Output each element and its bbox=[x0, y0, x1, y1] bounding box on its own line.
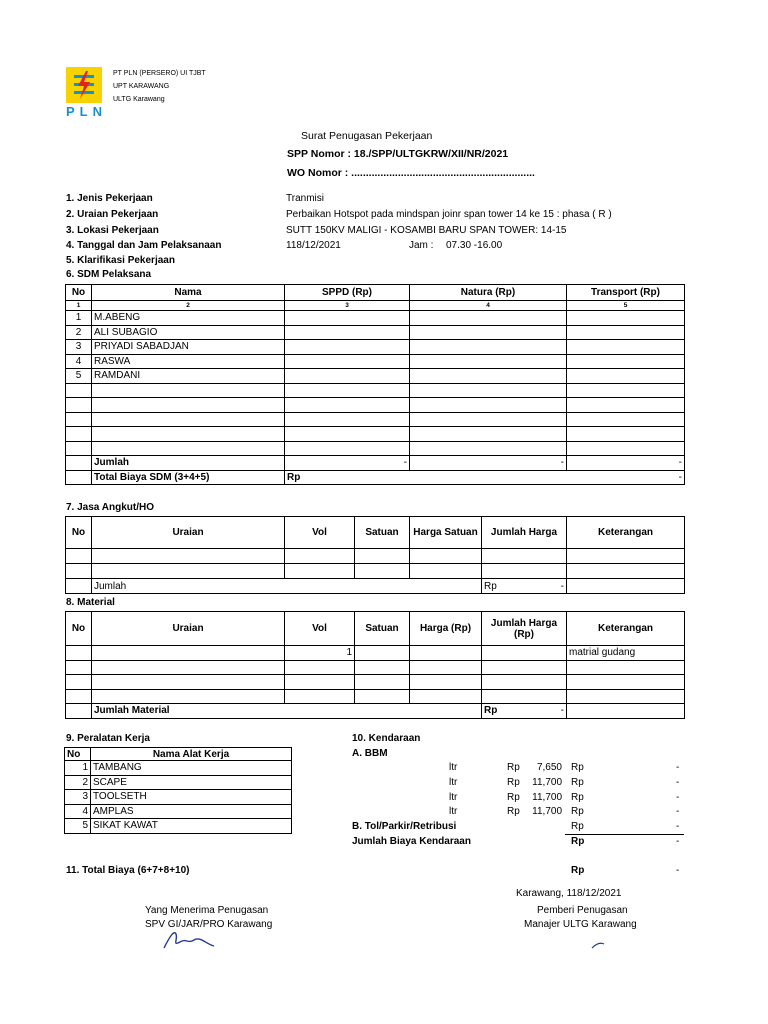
bbm-total: - bbox=[676, 792, 680, 803]
field-label-sdm: 6. SDM Pelaksana bbox=[66, 269, 152, 280]
peralatan-row-no: 1 bbox=[65, 761, 91, 776]
total-biaya-rp: Rp bbox=[571, 865, 585, 876]
sdm-header-transport: Transport (Rp) bbox=[567, 285, 685, 301]
peralatan-row-no: 3 bbox=[65, 790, 91, 805]
sdm-jumlah-natura: - bbox=[410, 456, 567, 471]
sdm-jumlah-label: Jumlah bbox=[92, 456, 285, 471]
sdm-sub-5: 5 bbox=[567, 301, 685, 311]
table-row bbox=[65, 775, 292, 790]
material-header-uraian: Uraian bbox=[92, 612, 285, 646]
peralatan-row-no: 4 bbox=[65, 804, 91, 819]
sdm-jumlah-sppd: - bbox=[285, 456, 410, 471]
jasa-header-satuan: Satuan bbox=[355, 517, 410, 549]
sdm-header-no: No bbox=[66, 285, 92, 301]
table-row bbox=[65, 804, 292, 819]
jasa-jumlah-row bbox=[66, 579, 685, 594]
bbm-rp: Rp bbox=[507, 762, 520, 773]
table-row bbox=[66, 549, 685, 564]
peralatan-row-nama: TOOLSETH bbox=[91, 790, 292, 805]
signature-left-image bbox=[160, 928, 230, 950]
bbm-price: 11,700 bbox=[532, 806, 562, 817]
jasa-header-vol: Vol bbox=[285, 517, 355, 549]
bbm-rp: Rp bbox=[507, 792, 520, 803]
bbm-rp2: Rp bbox=[571, 762, 584, 773]
bbm-unit: ltr bbox=[449, 777, 458, 788]
peralatan-row-nama: SIKAT KAWAT bbox=[91, 819, 292, 834]
bbm-rp2: Rp bbox=[571, 806, 584, 817]
table-row bbox=[66, 311, 685, 326]
table-row bbox=[66, 427, 685, 442]
table-row bbox=[65, 819, 292, 834]
peralatan-header-nama: Nama Alat Kerja bbox=[91, 748, 292, 761]
material-header-keterangan: Keterangan bbox=[567, 612, 685, 646]
table-row bbox=[66, 660, 685, 675]
table-row bbox=[66, 441, 685, 456]
sdm-row-no: 2 bbox=[66, 325, 92, 340]
bbm-total: - bbox=[676, 762, 680, 773]
signature-left-title: Yang Menerima Penugasan bbox=[145, 905, 269, 916]
total-biaya-label: 11. Total Biaya (6+7+8+10) bbox=[66, 865, 190, 876]
sdm-header-sppd: SPPD (Rp) bbox=[285, 285, 410, 301]
kendaraan-jumlah-label: Jumlah Biaya Kendaraan bbox=[352, 836, 471, 847]
bbm-price: 11,700 bbox=[532, 792, 562, 803]
bbm-price: 7,650 bbox=[536, 762, 562, 773]
company-line-2: UPT KARAWANG bbox=[113, 83, 170, 90]
jasa-header-keterangan: Keterangan bbox=[567, 517, 685, 549]
bbm-rp2: Rp bbox=[571, 777, 584, 788]
sdm-total-value: - bbox=[678, 471, 682, 483]
sdm-row-no: 1 bbox=[66, 311, 92, 326]
bbm-rp2: Rp bbox=[571, 792, 584, 803]
signature-place-date: Karawang, 118/12/2021 bbox=[516, 888, 622, 899]
sdm-sub-3: 3 bbox=[285, 301, 410, 311]
company-logo bbox=[66, 67, 102, 103]
sdm-sub-2: 2 bbox=[92, 301, 285, 311]
sdm-row-no: 4 bbox=[66, 354, 92, 369]
field-value-lokasi: SUTT 150KV MALIGI - KOSAMBI BARU SPAN TOWER: 14-15 bbox=[286, 225, 567, 236]
signature-right-title: Pemberi Penugasan bbox=[537, 905, 628, 916]
field-jam-value: 07.30 -16.00 bbox=[446, 240, 503, 251]
jasa-jumlah-value: - bbox=[560, 580, 564, 592]
kendaraan-jumlah-rp: Rp bbox=[571, 836, 585, 847]
table-row bbox=[65, 761, 292, 776]
jasa-jumlah-label: Jumlah bbox=[92, 579, 482, 594]
sdm-header-natura: Natura (Rp) bbox=[410, 285, 567, 301]
field-jam-label: Jam : bbox=[409, 240, 434, 251]
sdm-jumlah-row bbox=[66, 456, 685, 471]
sdm-sub-1: 1 bbox=[66, 301, 92, 311]
jasa-jumlah-rp: Rp bbox=[484, 580, 497, 592]
material-jumlah-label: Jumlah Material bbox=[92, 704, 482, 719]
sdm-row-nama: RAMDANI bbox=[92, 369, 285, 384]
bbm-total: - bbox=[676, 777, 680, 788]
table-row bbox=[66, 564, 685, 579]
bbm-unit: ltr bbox=[449, 792, 458, 803]
spp-number: SPP Nomor : 18./SPP/ULTGKRW/XII/NR/2021 bbox=[287, 148, 509, 160]
sdm-row-no: 3 bbox=[66, 340, 92, 355]
table-row bbox=[66, 340, 685, 355]
sdm-header-nama: Nama bbox=[92, 285, 285, 301]
sdm-row-nama: RASWA bbox=[92, 354, 285, 369]
bbm-total: - bbox=[676, 806, 680, 817]
table-row bbox=[66, 369, 685, 384]
peralatan-header-no: No bbox=[65, 748, 91, 761]
tol-total: - bbox=[676, 821, 680, 832]
table-row bbox=[66, 646, 685, 661]
table-row bbox=[66, 325, 685, 340]
field-label-klarifikasi: 5. Klarifikasi Pekerjaan bbox=[66, 255, 175, 266]
tol-rp: Rp bbox=[571, 821, 584, 832]
table-row bbox=[66, 675, 685, 690]
table-row bbox=[66, 383, 685, 398]
document-title: Surat Penugasan Pekerjaan bbox=[301, 130, 433, 142]
kendaraan-title: 10. Kendaraan bbox=[352, 733, 421, 744]
table-row bbox=[66, 354, 685, 369]
bbm-unit: ltr bbox=[449, 762, 458, 773]
table-row bbox=[65, 790, 292, 805]
material-header-harga: Harga (Rp) bbox=[410, 612, 482, 646]
field-label-tanggal: 4. Tanggal dan Jam Pelaksanaan bbox=[66, 240, 222, 251]
material-header-vol: Vol bbox=[285, 612, 355, 646]
company-line-1: PT PLN (PERSERO) UI TJBT bbox=[113, 70, 206, 77]
material-row-keterangan: matrial gudang bbox=[567, 646, 685, 661]
peralatan-row-nama: SCAPE bbox=[91, 775, 292, 790]
table-row bbox=[66, 412, 685, 427]
sdm-total-row bbox=[66, 470, 685, 485]
peralatan-row-nama: TAMBANG bbox=[91, 761, 292, 776]
bbm-unit: ltr bbox=[449, 806, 458, 817]
total-biaya-value: - bbox=[676, 865, 680, 876]
kendaraan-jumlah-total: - bbox=[676, 836, 680, 847]
signature-right-role: Manajer ULTG Karawang bbox=[524, 919, 637, 930]
peralatan-table bbox=[64, 747, 292, 834]
bbm-price: 11,700 bbox=[532, 777, 562, 788]
material-title: 8. Material bbox=[66, 597, 115, 608]
sdm-jumlah-transport: - bbox=[567, 456, 685, 471]
bbm-rp: Rp bbox=[507, 806, 520, 817]
jasa-header-jumlah-harga: Jumlah Harga bbox=[482, 517, 567, 549]
sdm-row-nama: M.ABENG bbox=[92, 311, 285, 326]
company-line-3: ULTG Karawang bbox=[113, 96, 165, 103]
kendaraan-bbm-label: A. BBM bbox=[352, 748, 388, 759]
peralatan-title: 9. Peralatan Kerja bbox=[66, 733, 150, 744]
kendaraan-sum-line bbox=[565, 834, 684, 835]
field-label-uraian: 2. Uraian Pekerjaan bbox=[66, 209, 159, 220]
table-row bbox=[66, 398, 685, 413]
sdm-table bbox=[65, 284, 685, 485]
jasa-table bbox=[65, 516, 685, 594]
peralatan-row-nama: AMPLAS bbox=[91, 804, 292, 819]
sdm-row-nama: PRIYADI SABADJAN bbox=[92, 340, 285, 355]
jasa-header-harga-satuan: Harga Satuan bbox=[410, 517, 482, 549]
field-value-tanggal: 118/12/2021 bbox=[286, 240, 341, 251]
field-label-lokasi: 3. Lokasi Pekerjaan bbox=[66, 225, 159, 236]
jasa-title: 7. Jasa Angkut/HO bbox=[66, 502, 154, 513]
signature-left-role: SPV GI/JAR/PRO Karawang bbox=[145, 919, 273, 930]
material-table bbox=[65, 611, 685, 719]
material-header-no: No bbox=[66, 612, 92, 646]
material-jumlah-rp: Rp bbox=[484, 705, 498, 717]
bbm-rp: Rp bbox=[507, 777, 520, 788]
lightning-icon bbox=[66, 67, 102, 103]
sdm-row-nama: ALI SUBAGIO bbox=[92, 325, 285, 340]
material-header-jumlah-harga: Jumlah Harga (Rp) bbox=[482, 612, 567, 646]
field-value-uraian: Perbaikan Hotspot pada mindspan joinr span tower 14 ke 15 : phasa ( R ) bbox=[286, 209, 612, 220]
material-jumlah-value: - bbox=[560, 705, 564, 717]
company-logo-text: PLN bbox=[66, 104, 107, 119]
material-header-satuan: Satuan bbox=[355, 612, 410, 646]
material-jumlah-row bbox=[66, 704, 685, 719]
jasa-header-no: No bbox=[66, 517, 92, 549]
signature-right-image bbox=[590, 940, 610, 950]
material-row-vol: 1 bbox=[285, 646, 355, 661]
wo-number: WO Nomor : ............................................................... bbox=[287, 167, 535, 179]
sdm-total-label: Total Biaya SDM (3+4+5) bbox=[92, 470, 285, 485]
peralatan-row-no: 2 bbox=[65, 775, 91, 790]
field-value-jenis: Tranmisi bbox=[286, 193, 324, 204]
table-row bbox=[66, 689, 685, 704]
tol-label: B. Tol/Parkir/Retribusi bbox=[352, 821, 457, 832]
sdm-total-rp: Rp bbox=[287, 471, 301, 483]
sdm-row-no: 5 bbox=[66, 369, 92, 384]
peralatan-row-no: 5 bbox=[65, 819, 91, 834]
field-label-jenis: 1. Jenis Pekerjaan bbox=[66, 193, 153, 204]
sdm-sub-4: 4 bbox=[410, 301, 567, 311]
jasa-header-uraian: Uraian bbox=[92, 517, 285, 549]
